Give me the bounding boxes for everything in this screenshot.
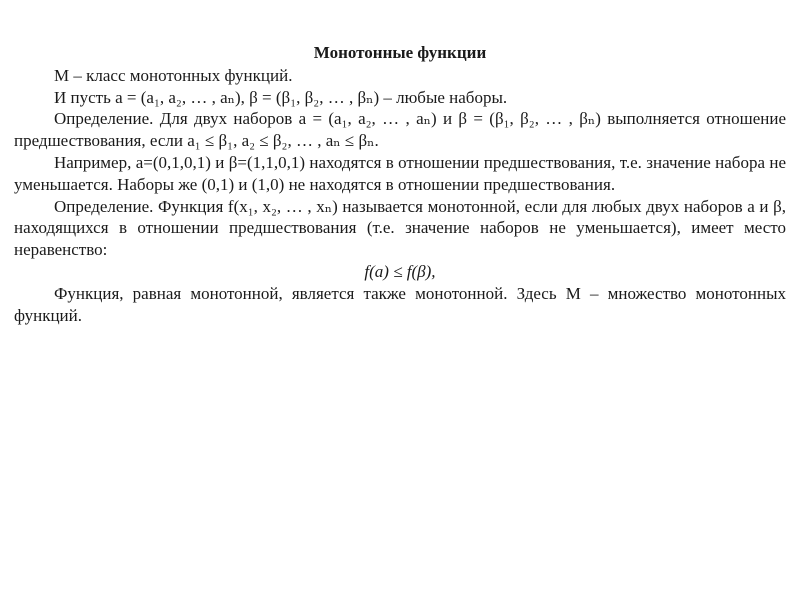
- paragraph-precedence-definition: Определение. Для двух наборов a = (a₁, a₂, … , aₙ) и β = (β₁, β₂, … , βₙ) выполняется отношение предшествования, если a₁ ≤ β₁, a₂ ≤ β₂, … , aₙ ≤ βₙ.: [14, 109, 786, 151]
- document-page: [14, 42, 786, 326]
- paragraph-conclusion: Функция, равная монотонной, является также монотонной. Здесь М – множество монотонных функций.: [14, 283, 786, 325]
- paragraph-monotone-definition: Определение. Функция f(x₁, x₂, … , xₙ) называется монотонной, если для любых двух наборов a и β, находящихся в отношении предшествования (т.е. значение наборов не уменьшается), имеет место неравенство:: [14, 196, 786, 260]
- paragraph-sets: И пусть a = (a₁, a₂, … , aₙ), β = (β₁, β₂, … , βₙ) – любые наборы.: [54, 87, 508, 107]
- paragraph-class-definition: М – класс монотонных функций.: [54, 65, 293, 85]
- inequality-formula: f(a) ≤ f(β),: [364, 261, 436, 281]
- page-title: Монотонные функции: [313, 43, 487, 62]
- paragraph-example: Например, a=(0,1,0,1) и β=(1,1,0,1) находятся в отношении предшествования, т.е. значение набора не уменьшается. Наборы же (0,1) и (1,0) не находятся в отношении предшествования.: [14, 152, 786, 194]
